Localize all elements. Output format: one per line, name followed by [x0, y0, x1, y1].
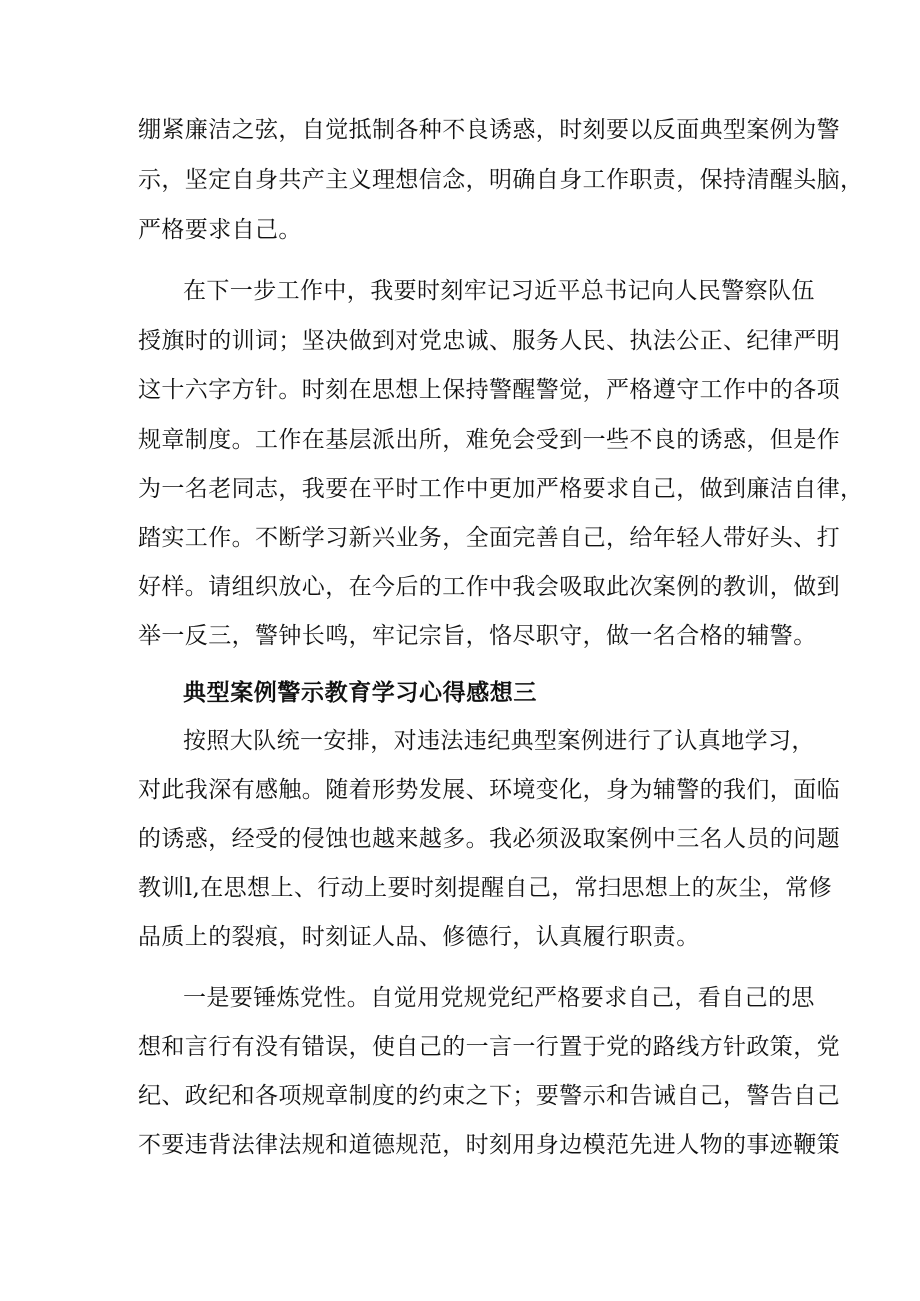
paragraph-3-line-3: 的诱惑，经受的侵蚀也越来越多。我必须汲取案例中三名人员的问题	[138, 826, 840, 852]
paragraph-1-line-3: 严格要求自己。	[138, 217, 302, 243]
paragraph-1-line-2: 示，坚定自身共产主义理想信念，明确自身工作职责，保持清醒头脑，	[138, 167, 864, 193]
paragraph-2-line-8: 举一反三，警钟长鸣，牢记宗旨，恪尽职守，做一名合格的辅警。	[138, 623, 817, 649]
paragraph-1-line-1: 绷紧廉洁之弦，自觉抵制各种不良诱惑，时刻要以反面典型案例为警	[138, 117, 840, 143]
paragraph-2-line-2: 授旗时的训词；坚决做到对党忠诚、服务人民、执法公正、纪律严明	[138, 328, 840, 354]
paragraph-2-line-4: 规章制度。工作在基层派出所，难免会受到一些不良的诱惑，但是作	[138, 427, 840, 453]
paragraph-2-line-1: 在下一步工作中，我要时刻牢记习近平总书记向人民警察队伍	[183, 278, 815, 304]
paragraph-4-line-3: 纪、政纪和各项规章制度的约束之下；要警示和告诫自己，警告自己	[138, 1083, 840, 1109]
section-heading: 典型案例警示教育学习心得感想三	[183, 680, 537, 706]
paragraph-4-line-4: 不要违背法律法规和道德规范，时刻用身边模范先进人物的事迹鞭策	[138, 1132, 840, 1158]
paragraph-3-line-4: 教训l,在思想上、行动上要时刻提醒自己，常扫思想上的灰尘，常修	[138, 875, 833, 901]
paragraph-4-line-1: 一是要锤炼党性。自觉用党规党纪严格要求自己，看自己的思	[183, 985, 815, 1011]
paragraph-2-line-6: 踏实工作。不断学习新兴业务，全面完善自己，给年轻人带好头、打	[138, 525, 840, 551]
paragraph-2-line-3: 这十六字方针。时刻在思想上保持警醒警觉，严格遵守工作中的各项	[138, 377, 840, 403]
paragraph-2-line-7: 好样。请组织放心，在今后的工作中我会吸取此次案例的教训，做到	[138, 574, 840, 600]
paragraph-3-line-5: 品质上的裂痕，时刻证人品、修德行，认真履行职责。	[138, 924, 700, 950]
paragraph-3-line-2: 对此我深有感触。随着形势发展、环境变化，身为辅警的我们，面临	[138, 777, 840, 803]
paragraph-4-line-2: 想和言行有没有错误，使自己的一言一行置于党的路线方针政策，党	[138, 1034, 840, 1060]
paragraph-2-line-5: 为一名老同志，我要在平时工作中更加严格要求自己，做到廉洁自律，	[138, 476, 864, 502]
paragraph-3-line-1: 按照大队统一安排，对违法违纪典型案例进行了认真地学习，	[183, 728, 815, 754]
